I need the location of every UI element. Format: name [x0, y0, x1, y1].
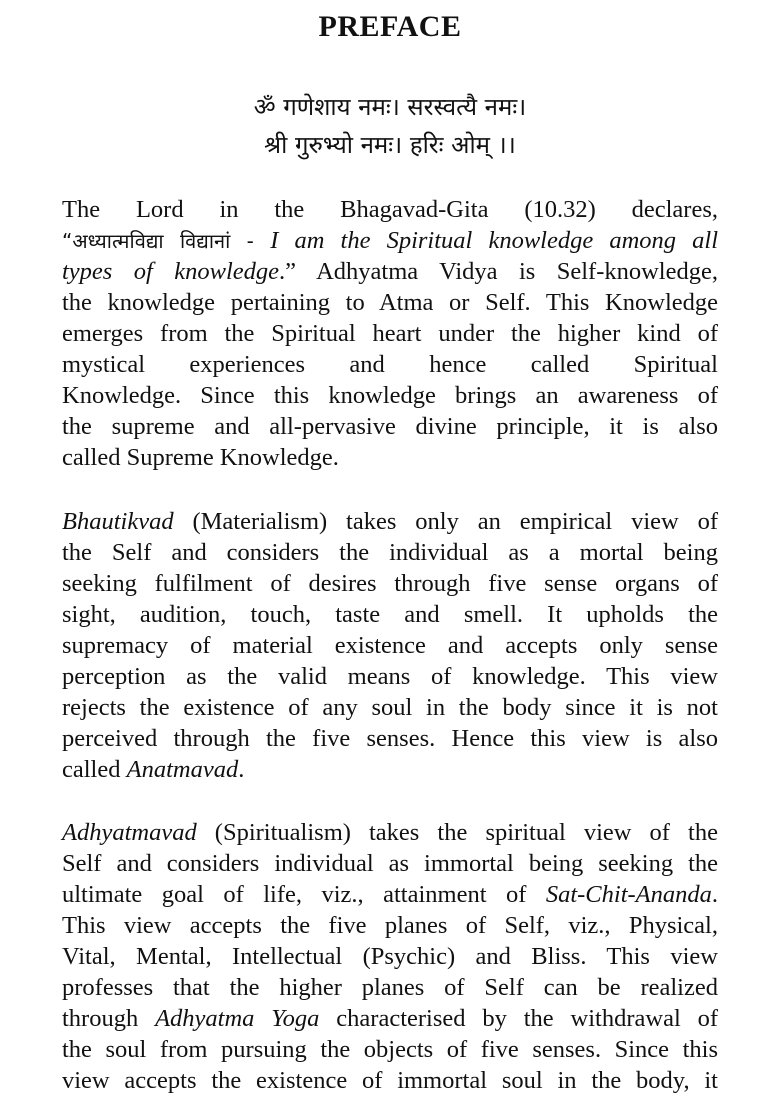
text-line [62, 537, 718, 568]
text-line [62, 442, 718, 473]
paragraph-3 [62, 817, 718, 1096]
text-run: the soul from pursuing the objects of five senses. Since this [62, 1036, 718, 1063]
text-line [62, 723, 718, 754]
text-line [62, 225, 718, 256]
italic-term: Sat-Chit-Ananda [545, 881, 712, 908]
text-line [62, 817, 718, 848]
text-line [62, 1065, 718, 1096]
italic-term: Adhyatmavad [62, 819, 197, 846]
text-run: emerges from the Spiritual heart under the higher kind of [62, 320, 718, 347]
text-line [62, 848, 718, 879]
text-line [62, 1034, 718, 1065]
text-line [62, 349, 718, 380]
italic-term: I am the Spiritual knowledge among all [270, 227, 718, 254]
text-run: Knowledge. Since this knowledge brings an awareness of [62, 382, 718, 409]
text-run: professes that the higher planes of Self can be realized [62, 974, 718, 1001]
text-run: called [62, 756, 127, 783]
text-line [62, 411, 718, 442]
text-run: the supreme and all-pervasive divine principle, it is also [62, 413, 718, 440]
text-line [62, 380, 718, 411]
invocation-line-1: ॐ गणेशाय नमः। सरस्वत्यै नमः। [253, 93, 527, 121]
text-line [62, 318, 718, 349]
text-run: This view accepts the five planes of Self, viz., Physical, [62, 912, 718, 939]
text-line [62, 661, 718, 692]
text-run: (Spiritualism) takes the spiritual view of the [196, 819, 718, 846]
text-run: the knowledge pertaining to Atma or Self. This Knowledge [62, 289, 718, 316]
text-run: Vital, Mental, Intellectual (Psychic) and Bliss. This view [62, 943, 718, 970]
text-run: called Supreme Knowledge. [62, 444, 339, 471]
text-run: . [238, 756, 245, 783]
text-run: view accepts the existence of immortal soul in the body, it [62, 1067, 718, 1094]
text-run: perception as the valid means of knowledge. This view [62, 663, 718, 690]
italic-term: Anatmavad [126, 756, 239, 783]
text-line [62, 910, 718, 941]
text-run: “अध्यात्मविद्या विद्यानां - [62, 229, 271, 253]
text-run: Self and considers individual as immortal being seeking the [62, 850, 718, 877]
text-run: . [711, 881, 718, 908]
page-title: PREFACE [318, 10, 462, 43]
text-run: rejects the existence of any soul in the body since it is not [62, 694, 718, 721]
text-run: ultimate goal of life, viz., attainment of [62, 881, 546, 908]
paragraph-1 [62, 194, 718, 473]
text-line [62, 630, 718, 661]
text-line [62, 754, 718, 785]
text-line [62, 287, 718, 318]
text-run: .” Adhyatma Vidya is Self-knowledge, [279, 258, 718, 285]
italic-term: types of knowledge [62, 258, 280, 285]
text-run: perceived through the five senses. Hence this view is also [62, 725, 718, 752]
text-line [62, 692, 718, 723]
text-line [62, 194, 718, 225]
text-line [62, 941, 718, 972]
text-line [62, 879, 718, 910]
text-run: seeking fulfilment of desires through five sense organs of [62, 570, 718, 597]
text-run: sight, audition, touch, taste and smell. It upholds the [62, 601, 718, 628]
italic-term: Bhautikvad [62, 508, 174, 535]
text-line [62, 599, 718, 630]
text-run: (Materialism) takes only an empirical view of [173, 508, 718, 535]
text-line [62, 256, 718, 287]
paragraph-2 [62, 506, 718, 785]
text-run: the Self and considers the individual as a mortal being [62, 539, 718, 566]
text-run: characterised by the withdrawal of [319, 1005, 719, 1032]
text-run: The Lord in the Bhagavad-Gita (10.32) declares, [62, 196, 718, 223]
text-run: through [62, 1005, 156, 1032]
text-line [62, 972, 718, 1003]
text-line [62, 506, 718, 537]
italic-term: Adhyatma Yoga [155, 1005, 320, 1032]
text-run: mystical experiences and hence called Spiritual [62, 351, 718, 378]
text-line [62, 568, 718, 599]
invocation-line-2: श्री गुरुभ्यो नमः। हरिः ओम् ।। [264, 131, 516, 159]
text-line [62, 1003, 718, 1034]
text-run: supremacy of material existence and accepts only sense [62, 632, 718, 659]
